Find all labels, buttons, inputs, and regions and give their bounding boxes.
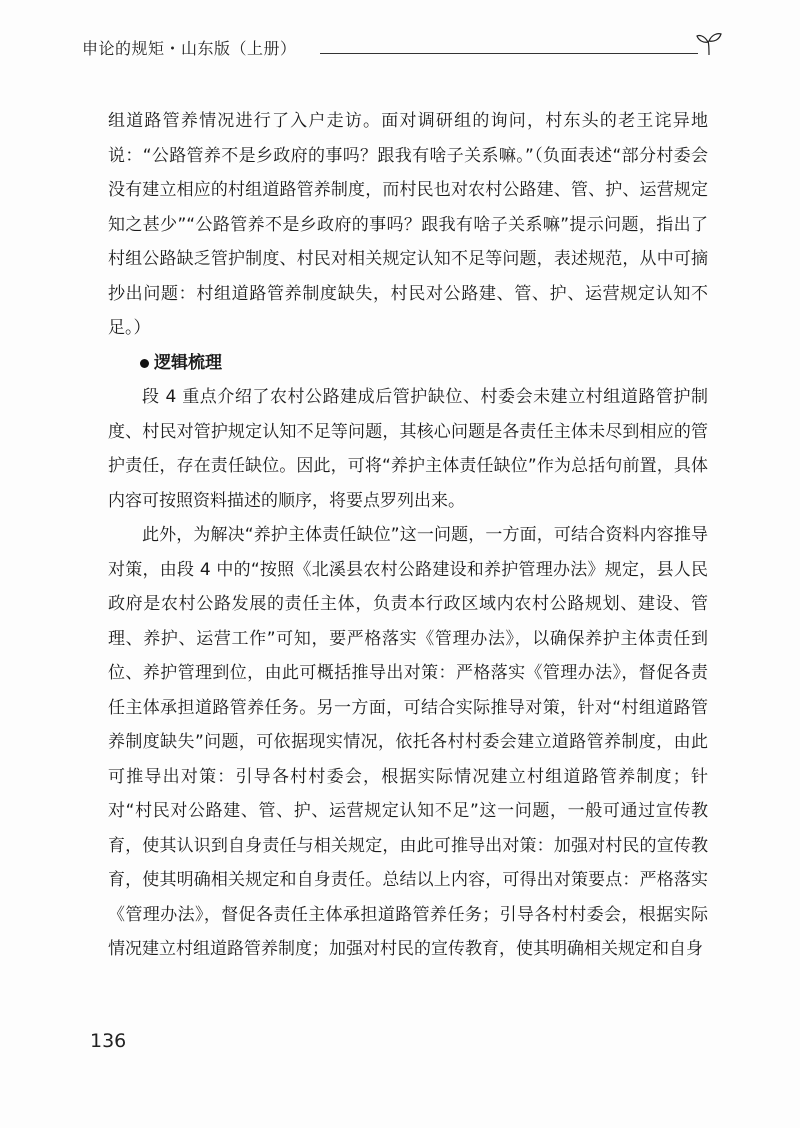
running-head-title: 申论的规矩・山东版（上册） [82, 39, 297, 58]
running-head-rule [320, 53, 698, 54]
running-head [82, 34, 722, 62]
section-heading-label: 逻辑梳理 [154, 352, 222, 373]
sprout-icon [696, 32, 722, 56]
paragraph-logic: 段 4 重点介绍了农村公路建成后管护缺位、村委会未建立村组道路管护制度、村民对管护规定认知不足等问题，其核心问题是各责任主体未尽到相应的管护责任，存在责任缺位。因此，可将“养护主体责任缺位”作为总括句前置，具体内容可按照资料描述的顺序，将要点罗列出来。 [108, 387, 708, 511]
body-text [108, 104, 708, 967]
bullet-icon [140, 359, 149, 368]
section-heading [108, 346, 708, 381]
paragraph-continued: 组道路管养情况进行了入户走访。面对调研组的询问，村东头的老王诧异地说：“公路管养不是乡政府的事吗？跟我有啥子关系嘛。”（负面表述“部分村委会没有建立相应的村组道路管养制度，而村民也对农村公路建、管、护、运营规定知之甚少”“公路管养不是乡政府的事吗？跟我有啥子关系嘛”提示问题，指出了村组公路缺乏管护制度、村民对相关规定认知不足等问题，表述规范，从中可摘抄出问题：村组道路管养制度缺失，村民对公路建、管、护、运营规定认知不足。） [108, 111, 708, 338]
paragraph-countermeasures: 此外，为解决“养护主体责任缺位”这一问题，一方面，可结合资料内容推导对策，由段 4 中的“按照《北溪县农村公路建设和养护管理办法》规定，县人民政府是农村公路发展的责任主体，负责本行政区域内农村公路规划、建设、管理、养护、运营工作”可知，要严格落实《管理办法》，以确保养护主体责任到位、养护管理到位，由此可概括推导出对策：严格落实《管理办法》，督促各责任主体承担道路管养任务。另一方面，可结合实际推导对策，针对“村组道路管养制度缺失”问题，可依据现实情况，依托各村村委会建立道路管养制度，由此可推导出对策：引导各村村委会，根据实际情况建立村组道路管养制度；针对“村民对公路建、管、护、运营规定认知不足”这一问题，一般可通过宣传教育，使其认识到自身责任与相关规定，由此可推导出对策：加强对村民的宣传教育，使其明确相关规定和自身责任。总结以上内容，可得出对策要点：严格落实《管理办法》，督促各责任主体承担道路管养任务；引导各村村委会，根据实际情况建立村组道路管养制度；加强对村民的宣传教育，使其明确相关规定和自身 [108, 525, 708, 959]
page-number: 136 [90, 1030, 127, 1052]
